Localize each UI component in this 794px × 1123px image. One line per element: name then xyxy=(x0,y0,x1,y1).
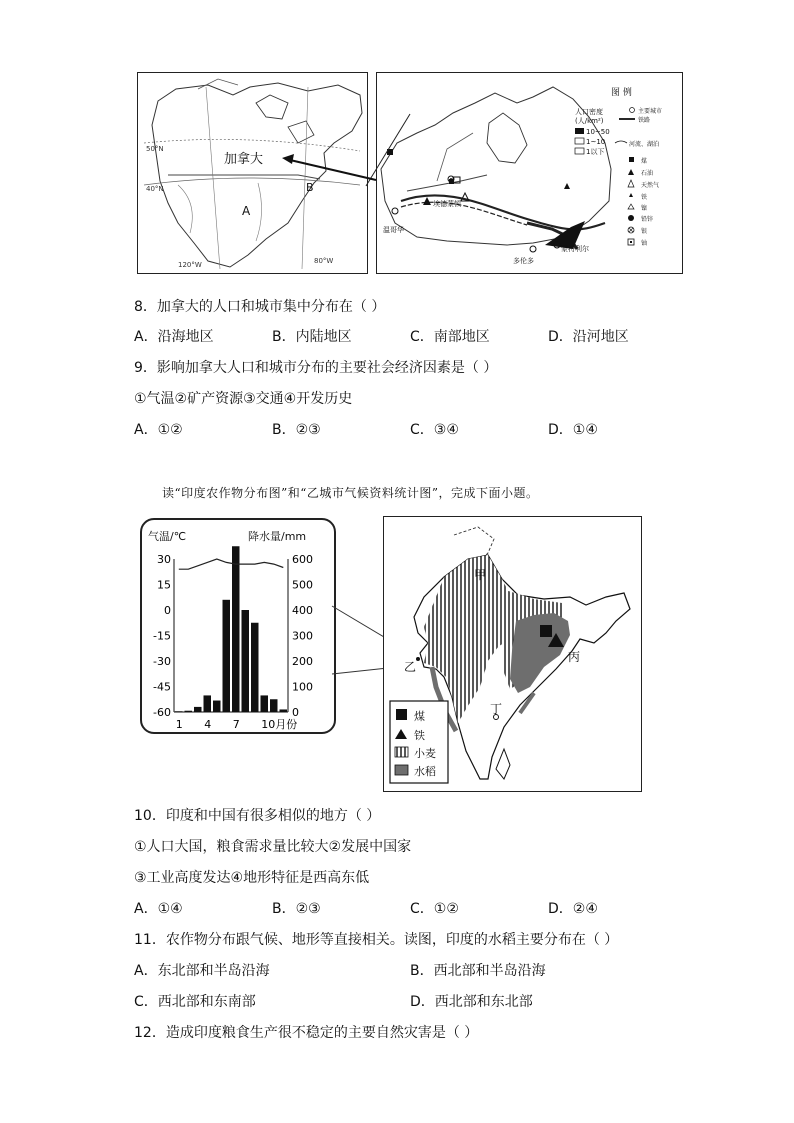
q9-option-d[interactable]: D．①④ xyxy=(548,422,598,438)
precip-bar xyxy=(194,707,202,712)
precip-tick-label: 0 xyxy=(292,706,299,719)
city-toronto: 多伦多 xyxy=(513,257,534,265)
symbol-city: 主要城市 xyxy=(638,108,663,115)
precip-tick-label: 600 xyxy=(292,553,313,566)
symbol-nickel: 镍 xyxy=(641,205,648,212)
temp-tick-label: -15 xyxy=(153,629,171,643)
temp-tick-label: 0 xyxy=(164,604,171,617)
label-bing: 丙 xyxy=(568,650,581,664)
legend-wheat: 小麦 xyxy=(414,747,436,760)
legend-coal: 煤 xyxy=(414,710,425,723)
symbol-uranium: 铀 xyxy=(641,240,648,247)
temp-tick-label: 30 xyxy=(157,553,171,566)
legend-title: 图 例 xyxy=(611,88,632,98)
q9-stem: 9．影响加拿大人口和城市分布的主要社会经济因素是（ ） xyxy=(134,360,498,376)
density-unit: (人/km²) xyxy=(575,117,604,125)
temp-tick-label: -30 xyxy=(153,655,171,668)
q10-option-a[interactable]: A．①④ xyxy=(134,901,183,917)
climate-chart-svg xyxy=(142,520,334,732)
precip-tick-label: 200 xyxy=(292,655,313,668)
precip-bar xyxy=(261,695,269,712)
precip-bar xyxy=(232,546,240,712)
india-map-drawing xyxy=(384,517,641,791)
label-yi: 乙 xyxy=(404,660,417,674)
q10-line2: ③工业高度发达④地形特征是西高东低 xyxy=(134,870,370,886)
q8-option-a[interactable]: A．沿海地区 xyxy=(134,329,214,345)
lat-40-label: 40°N xyxy=(146,185,164,193)
temp-axis-title: 气温/℃ xyxy=(148,530,187,543)
label-b: B xyxy=(306,181,314,194)
legend-iron: 铁 xyxy=(414,729,425,742)
month-labels xyxy=(176,718,298,731)
precip-bar xyxy=(270,699,278,712)
india-map-legend xyxy=(390,701,448,783)
q8-stem: 8．加拿大的人口和城市集中分布在（ ） xyxy=(134,299,386,315)
symbol-river: 河流、湖泊 xyxy=(629,141,660,148)
label-jia: 甲 xyxy=(474,568,487,582)
precip-bar xyxy=(242,610,250,712)
precip-bar xyxy=(251,623,259,712)
q10-line1: ①人口大国，粮食需求量比较大②发展中国家 xyxy=(134,839,412,855)
city-vancouver: 温哥华 xyxy=(383,226,404,234)
q11-option-c[interactable]: C．西北部和东南部 xyxy=(134,994,256,1010)
q8-option-b[interactable]: B．内陆地区 xyxy=(272,329,352,345)
q10-stem: 10．印度和中国有很多相似的地方（ ） xyxy=(134,808,381,824)
precip-tick-label: 400 xyxy=(292,604,313,617)
city-montreal: 蒙特利尔 xyxy=(561,245,589,253)
label-a: A xyxy=(242,204,251,218)
q11-option-a[interactable]: A．东北部和半岛沿海 xyxy=(134,963,270,979)
precip-tick-label: 300 xyxy=(292,629,313,643)
legend-rice: 水稻 xyxy=(414,765,436,778)
city-edmonton: 埃德蒙顿 xyxy=(433,200,461,208)
q10-option-c[interactable]: C．①② xyxy=(410,901,459,917)
label-ding: 丁 xyxy=(490,702,503,716)
q10-option-b[interactable]: B．②③ xyxy=(272,901,321,917)
symbol-gas: 天然气 xyxy=(641,182,660,189)
q9-factors: ①气温②矿产资源③交通④开发历史 xyxy=(134,391,353,407)
q10-option-d[interactable]: D．②④ xyxy=(548,901,598,917)
density-item-1: 10~50 xyxy=(586,128,610,136)
india-crop-map xyxy=(383,516,642,792)
symbol-silver: 银 xyxy=(641,228,648,235)
density-item-2: 1~10 xyxy=(586,138,606,146)
precip-tick-label: 500 xyxy=(292,578,313,592)
q9-option-a[interactable]: A．①② xyxy=(134,422,183,438)
precip-bar xyxy=(213,701,221,712)
temp-tick-label: -60 xyxy=(153,706,171,719)
lon-80-label: 80°W xyxy=(314,257,334,265)
symbol-lead-zinc: 铅锌 xyxy=(641,216,654,223)
density-item-3: 1以下 xyxy=(586,148,605,156)
symbol-oil: 石油 xyxy=(641,170,654,177)
month-label: 1 xyxy=(175,718,183,731)
q9-option-b[interactable]: B．②③ xyxy=(272,422,321,438)
q9-option-c[interactable]: C．③④ xyxy=(410,422,459,438)
symbol-coal: 煤 xyxy=(641,158,648,165)
precip-axis-title: 降水量/mm xyxy=(248,530,307,543)
q11-option-b[interactable]: B．西北部和半岛沿海 xyxy=(410,963,546,979)
precip-tick-label: 100 xyxy=(292,680,313,694)
precip-bar xyxy=(204,695,212,712)
symbol-railway: 铁路 xyxy=(638,117,651,124)
q11-stem: 11．农作物分布跟气候、地形等直接相关。读图，印度的水稻主要分布在（ ） xyxy=(134,932,619,948)
temp-tick-label: -45 xyxy=(153,680,171,694)
q11-option-d[interactable]: D．西北部和东北部 xyxy=(410,994,533,1010)
lat-50-label: 50°N xyxy=(146,145,164,153)
density-title: 人口密度 xyxy=(575,108,603,116)
temp-tick-label: 15 xyxy=(157,578,171,592)
section-intro: 读“印度农作物分布图”和“乙城市气候资料统计图”，完成下面小题。 xyxy=(162,486,539,500)
canada-label: 加拿大 xyxy=(224,152,264,167)
temp-line xyxy=(179,559,283,569)
connector-lines xyxy=(0,0,794,300)
month-label: 7 xyxy=(232,718,240,731)
month-label: 4 xyxy=(204,718,212,731)
climate-chart xyxy=(140,518,336,734)
q8-option-c[interactable]: C．南部地区 xyxy=(410,329,490,345)
q12-stem: 12．造成印度粮食生产很不稳定的主要自然灾害是（ ） xyxy=(134,1025,479,1041)
month-label: 10月份 xyxy=(261,718,298,731)
symbol-iron: 铁 xyxy=(641,194,648,201)
lon-120-label: 120°W xyxy=(178,261,202,269)
temp-axis-ticks xyxy=(153,553,171,719)
q8-option-d[interactable]: D．沿河地区 xyxy=(548,329,629,345)
precip-bar xyxy=(223,600,231,712)
precip-axis-ticks xyxy=(292,553,313,719)
precip-bars xyxy=(175,546,287,712)
